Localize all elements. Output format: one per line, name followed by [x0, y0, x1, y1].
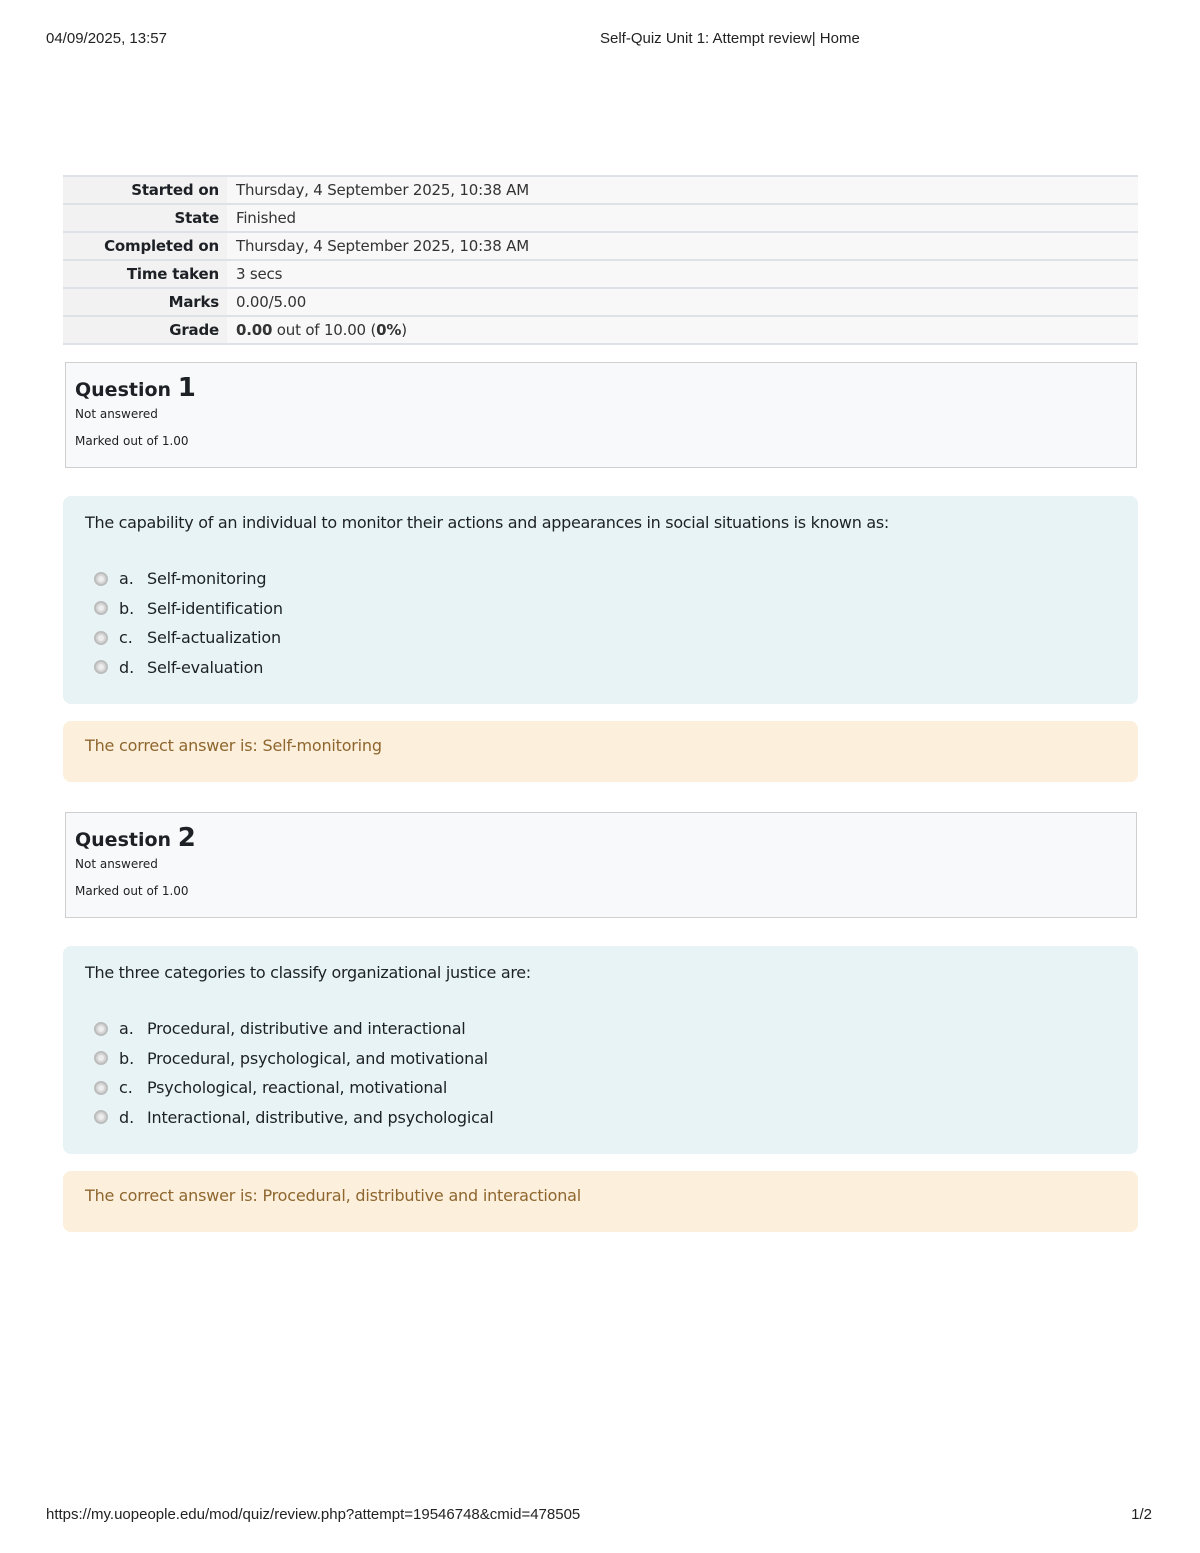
answer-option[interactable]: [85, 564, 1116, 594]
answer-option[interactable]: [85, 594, 1116, 624]
grade-value: [227, 316, 1138, 344]
question-1-state: Not answered: [75, 407, 158, 421]
time-taken-value: 3 secs: [227, 260, 1138, 288]
question-1-answers: [85, 564, 1116, 682]
question-2-info: [65, 812, 1137, 918]
answer-text: Psychological, reactional, motivational: [147, 1078, 448, 1098]
answer-letter: a.: [119, 1019, 134, 1039]
question-label: Question: [75, 379, 172, 401]
print-url: https://my.uopeople.edu/mod/quiz/review.php?attempt=19546748&cmid=478505: [46, 1506, 581, 1523]
attempt-summary-table: [63, 175, 1138, 345]
answer-letter: a.: [119, 569, 134, 589]
summary-row-state: [63, 204, 1138, 232]
correct-answer-text: The correct answer is: Self-monitoring: [85, 736, 382, 755]
correct-answer-text: The correct answer is: Procedural, distributive and interactional: [85, 1186, 582, 1205]
radio-button[interactable]: [94, 631, 108, 645]
print-header: [46, 30, 1152, 50]
question-label: Question: [75, 829, 172, 851]
answer-option[interactable]: [85, 1103, 1116, 1133]
answer-option[interactable]: [85, 1014, 1116, 1044]
summary-row-started-on: [63, 176, 1138, 204]
marks-label: Marks: [63, 288, 227, 316]
answer-text: Self-actualization: [147, 628, 281, 648]
question-1-feedback: [63, 721, 1138, 782]
print-page-title: Self-Quiz Unit 1: Attempt review| Home: [600, 30, 860, 47]
answer-text: Procedural, distributive and interactional: [147, 1019, 466, 1039]
summary-row-completed-on: [63, 232, 1138, 260]
summary-row-marks: [63, 288, 1138, 316]
answer-option[interactable]: [85, 1073, 1116, 1103]
grade-middle: out of 10.00 (: [272, 321, 377, 339]
question-2-answers: [85, 1014, 1116, 1132]
answer-letter: d.: [119, 657, 135, 677]
question-2-feedback: [63, 1171, 1138, 1232]
answer-option[interactable]: [85, 653, 1116, 683]
question-1-text: The capability of an individual to monitor their actions and appearances in social situations is known as:: [85, 513, 889, 532]
grade-score: 0.00: [236, 321, 273, 339]
answer-text: Interactional, distributive, and psychological: [147, 1107, 494, 1127]
question-number: 1: [177, 373, 196, 403]
summary-row-grade: [63, 316, 1138, 344]
answer-text: Procedural, psychological, and motivational: [147, 1048, 488, 1068]
completed-on-label: Completed on: [63, 232, 227, 260]
radio-button[interactable]: [94, 1081, 108, 1095]
answer-letter: d.: [119, 1107, 135, 1127]
radio-button[interactable]: [94, 1051, 108, 1065]
radio-button[interactable]: [94, 1110, 108, 1124]
question-2-heading: [75, 825, 1127, 853]
grade-end: ): [401, 321, 407, 339]
answer-text: Self-evaluation: [147, 657, 264, 677]
grade-percent: 0%: [376, 321, 402, 339]
question-1-formulation: [63, 496, 1138, 704]
state-value: Finished: [227, 204, 1138, 232]
state-label: State: [63, 204, 227, 232]
question-2-text: The three categories to classify organizational justice are:: [85, 963, 531, 982]
answer-letter: b.: [119, 598, 135, 618]
radio-button[interactable]: [94, 601, 108, 615]
radio-button[interactable]: [94, 660, 108, 674]
print-footer: [46, 1506, 1152, 1526]
question-1-heading: [75, 375, 1127, 403]
question-1-marked-out-of: Marked out of 1.00: [75, 434, 189, 448]
radio-button[interactable]: [94, 572, 108, 586]
question-number: 2: [177, 823, 196, 853]
quiz-review-content: [63, 175, 1138, 1232]
started-on-value: Thursday, 4 September 2025, 10:38 AM: [227, 176, 1138, 204]
answer-letter: c.: [119, 1078, 133, 1098]
question-2-marked-out-of: Marked out of 1.00: [75, 884, 189, 898]
answer-option[interactable]: [85, 623, 1116, 653]
answer-letter: b.: [119, 1048, 135, 1068]
answer-text: Self-identification: [147, 598, 283, 618]
answer-option[interactable]: [85, 1044, 1116, 1074]
started-on-label: Started on: [63, 176, 227, 204]
print-datetime: 04/09/2025, 13:57: [46, 30, 167, 47]
completed-on-value: Thursday, 4 September 2025, 10:38 AM: [227, 232, 1138, 260]
question-1-info: [65, 362, 1137, 468]
radio-button[interactable]: [94, 1022, 108, 1036]
time-taken-label: Time taken: [63, 260, 227, 288]
marks-value: 0.00/5.00: [227, 288, 1138, 316]
grade-label: Grade: [63, 316, 227, 344]
answer-text: Self-monitoring: [147, 569, 267, 589]
print-page-number: 1/2: [1131, 1506, 1152, 1523]
summary-row-time-taken: [63, 260, 1138, 288]
answer-letter: c.: [119, 628, 133, 648]
question-2-state: Not answered: [75, 857, 158, 871]
question-2-formulation: [63, 946, 1138, 1154]
